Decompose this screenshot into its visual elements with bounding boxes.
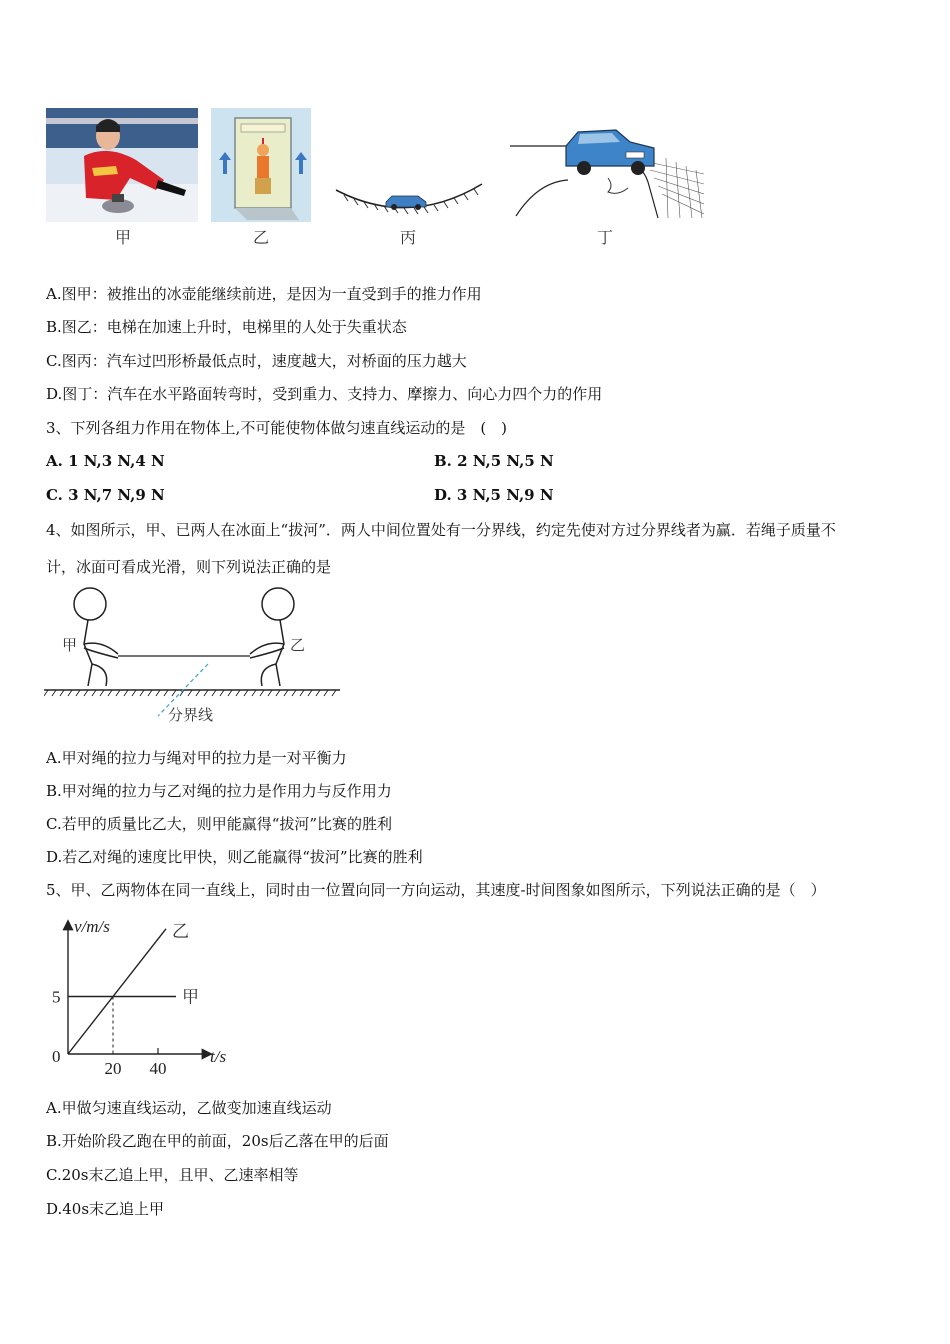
q5-option-a: A.甲做匀速直线运动，乙做变加速直线运动: [46, 1099, 332, 1117]
caption-bing: 丙: [400, 228, 417, 247]
q2-option-d: D.图丁：汽车在水平路面转弯时，受到重力、支持力、摩擦力、向心力四个力的作用: [46, 385, 603, 403]
q4-option-c: C.若甲的质量比乙大，则甲能赢得“拔河”比赛的胜利: [46, 815, 393, 833]
q5-option-d: D.40s末乙追上甲: [46, 1200, 165, 1218]
q4-option-a: A.甲对绳的拉力与绳对甲的拉力是一对平衡力: [46, 749, 347, 767]
y-tick-label: 5: [52, 987, 61, 1007]
figure-jia-curling-photo: [46, 108, 198, 222]
q4-option-d: D.若乙对绳的速度比甲快，则乙能赢得“拔河”比赛的胜利: [46, 848, 423, 866]
x-tick-label: 20: [104, 1059, 122, 1078]
boundary-line-label: 分界线: [168, 706, 214, 724]
q5-option-b: B.开始阶段乙跑在甲的前面，20s后乙落在甲的后面: [46, 1132, 389, 1150]
figure-ding-car-turning: [508, 122, 704, 220]
q3-option-a: A. 1 N,3 N,4 N: [46, 452, 165, 470]
q4-stem-line-1: 4、如图所示，甲、已两人在冰面上“拔河”．两人中间位置处有一分界线，约定先使对方过分界线者为赢．若绳子质量不: [46, 521, 836, 539]
caption-jia: 甲: [115, 228, 132, 247]
q5-stem: 5、甲、乙两物体在同一直线上，同时由一位置向同一方向运动，其速度-时间图象如图所示，下列说法正确的是（ ）: [46, 881, 826, 899]
series-label-yi: 乙: [172, 922, 189, 942]
q3-option-c: C. 3 N,7 N,9 N: [46, 486, 165, 504]
x-tick-label: 40: [149, 1059, 167, 1078]
tug-left-label: 甲: [62, 636, 78, 654]
figure-yi-elevator: [211, 108, 311, 222]
q3-option-d: D. 3 N,5 N,9 N: [434, 486, 554, 504]
origin-label: 0: [52, 1047, 61, 1066]
x-axis-label: t/s: [210, 1047, 227, 1066]
q3-stem: 3、下列各组力作用在物体上,不可能使物体做匀速直线运动的是 ( ): [46, 419, 508, 437]
figure-bing-concave-bridge: [334, 176, 484, 216]
q2-option-a: A.图甲：被推出的冰壶能继续前进，是因为一直受到手的推力作用: [46, 285, 482, 303]
y-axis-label: v/m/s: [74, 917, 110, 936]
q3-option-b: B. 2 N,5 N,5 N: [434, 452, 554, 470]
q4-stem-line-2: 计，冰面可看成光滑，则下列说法正确的是: [46, 558, 332, 576]
q5-option-c: C.20s末乙追上甲，且甲、乙速率相等: [46, 1166, 299, 1184]
tug-of-war-figure: [44, 586, 344, 726]
q4-option-b: B.甲对绳的拉力与乙对绳的拉力是作用力与反作用力: [46, 782, 392, 800]
tug-right-label: 乙: [290, 636, 306, 654]
series-line-yi: [68, 929, 166, 1054]
series-label-jia: 甲: [182, 987, 199, 1008]
q2-option-c: C.图丙：汽车过凹形桥最低点时，速度越大，对桥面的压力越大: [46, 352, 467, 370]
caption-yi: 乙: [253, 228, 270, 247]
q2-option-b: B.图乙：电梯在加速上升时，电梯里的人处于失重状态: [46, 318, 407, 336]
caption-ding: 丁: [597, 228, 614, 247]
vt-chart: [44, 910, 244, 1080]
